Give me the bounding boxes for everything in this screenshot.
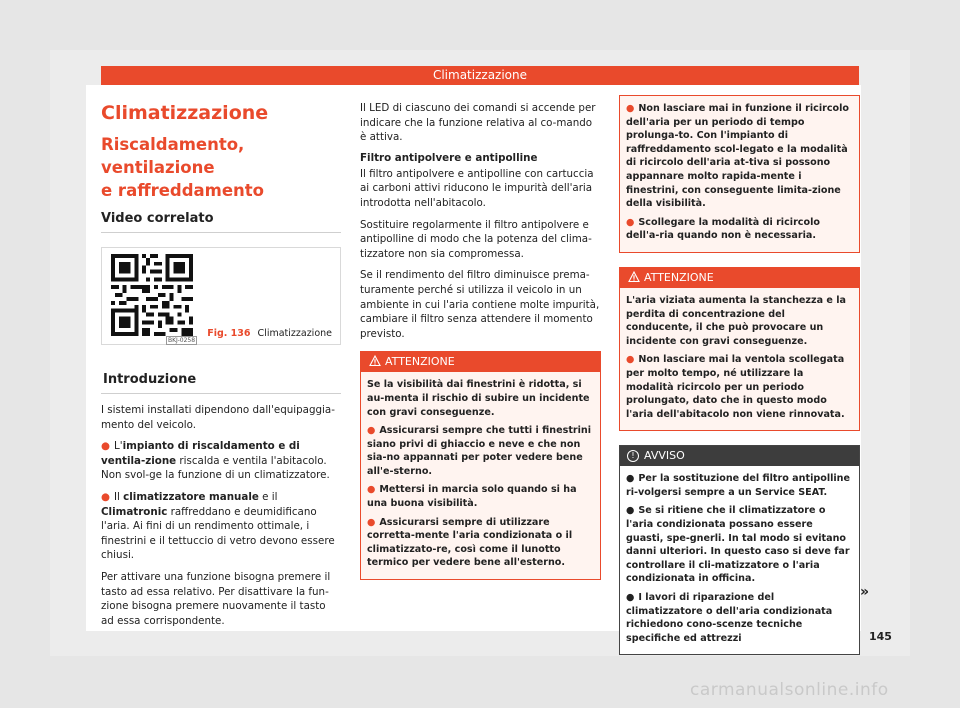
- bullet-climate-bold1: climatizzatore manuale: [123, 490, 259, 503]
- notice-bullet-2-text: Se si ritiene che il climatizzatore o l'aria condizionata possano essere guasti, spe-gnerli. In tal modo si evitano danni ulteriori. In questo caso si deve far controllare il cli-matizzatore o l'aria condizionata in officina.: [626, 505, 850, 585]
- page-number: 145: [869, 630, 892, 643]
- warning-header: [361, 352, 600, 372]
- warning-body: [620, 288, 859, 430]
- warning-bullet-1-text: Assicurarsi sempre che tutti i finestrini siano privi di ghiaccio e neve e che non sia-no appannati per poter vedere bene all'e-sterno.: [367, 425, 592, 477]
- bullet-heating-bold: impianto di riscaldamento e di ventila-zione: [101, 440, 300, 467]
- notice-body: [620, 466, 859, 654]
- warning-title: ATTENZIONE: [385, 355, 455, 369]
- bullet-icon: ●: [626, 103, 635, 114]
- chapter-title: Climatizzazione: [101, 102, 269, 124]
- figure-136: [101, 247, 341, 345]
- recirc-bullet-1-text: Non lasciare mai in funzione il ricircolo dell'aria per un periodo di tempo prolunga-to. Con l'impianto di raffreddamento scol-legato e la modalità di ricircolo dell'aria at-tiva si possono appannare molto rapida-mente i finestrini, con conseguente limita-zione della visibilità.: [626, 103, 849, 210]
- video-heading: Video correlato: [101, 202, 341, 233]
- bullet-climate-pre: Il: [114, 490, 124, 503]
- warning-box-air: [619, 267, 860, 431]
- filter-paragraph-3: Se il rendimento del filtro diminuisce prema-turamente perché si utilizza il veicolo in un ambiente in cui l'aria contiene molte impurità, cambiare il filtro senza attendere il momento previsto.: [360, 269, 600, 340]
- filter-paragraph-2: Sostituire regolarmente il filtro antipolvere e antipolline di modo che la potenza del clima-tizzatore non sia compromessa.: [360, 218, 592, 260]
- bullet-icon: ●: [101, 490, 110, 503]
- bullet-climate-mid: e il: [258, 490, 278, 503]
- column-right: [619, 95, 860, 655]
- filter-subheading: Filtro antipolvere e antipolline: [360, 151, 538, 164]
- notice-bullet-1-text: Per la sostituzione del filtro antipolline ri-volgersi sempre a un Service SEAT.: [626, 473, 851, 498]
- recirc-bullet-2-text: Scollegare la modalità di ricircolo dell'a-ria quando non è necessaria.: [626, 216, 820, 242]
- warning-bullet-3-text: Assicurarsi sempre di utilizzare corretta-mente l'aria condizionata o il climatizzato-re, così come il lunotto termico per vedere bene all'esterno.: [367, 516, 573, 569]
- air-warning-bullet-text: Non lasciare mai la ventola scollegata per molto tempo, né utilizzare la modalità ricircolo per un periodo prolungato, dato che in questo modo l'aria dell'abitacolo non viene rinnovata.: [626, 354, 845, 420]
- continued-arrow-icon: »: [860, 584, 870, 600]
- air-warning-bullet: [626, 353, 853, 421]
- warning-bullet-3: [367, 516, 594, 570]
- bullet-icon: ●: [367, 484, 376, 496]
- figure-number: Fig. 136: [207, 328, 251, 339]
- air-warning-text: L'aria viziata aumenta la stanchezza e la perdita di concentrazione del conducente, il che può provocare un incidente con gravi conseguenze.: [626, 294, 847, 347]
- warning-bullet-2-text: Mettersi in marcia solo quando si ha una buona visibilità.: [367, 484, 577, 510]
- notice-bullet-3: [626, 591, 853, 645]
- bullet-icon: ●: [626, 354, 635, 366]
- bullet-climate: [101, 490, 341, 563]
- figure-caption-text: Climatizzazione: [257, 328, 332, 339]
- column-left: [101, 85, 341, 635]
- section-title: [101, 133, 341, 202]
- bullet-icon: ●: [626, 473, 635, 485]
- warning-text: Se la visibilità dai finestrini è ridotta, si au-menta il rischio di subire un incidente con gravi conseguenze.: [367, 379, 590, 418]
- figure-caption: [207, 328, 332, 339]
- figure-code: BKJ-0258: [168, 337, 196, 344]
- bullet-icon: ●: [367, 516, 376, 528]
- intro-paragraph: I sistemi installati dipendono dall'equipaggia-mento del veicolo.: [101, 404, 335, 431]
- warning-body: [361, 372, 600, 579]
- info-icon: !: [627, 450, 639, 462]
- notice-bullet-2: [626, 504, 853, 586]
- column-middle: [360, 101, 601, 580]
- recirc-bullet-2: [626, 216, 853, 243]
- page-content: [86, 85, 861, 644]
- notice-bullet-3-text: I lavori di riparazione del climatizzatore o dell'aria condizionata richiedono cono-scenze tecniche specifiche ed attrezzi: [626, 592, 833, 644]
- warning-box-continued: [619, 95, 860, 253]
- notice-box: [619, 445, 860, 655]
- warning-triangle-icon: [628, 270, 640, 284]
- intro-heading: Introduzione: [101, 363, 341, 394]
- warning-bullet-2: [367, 483, 594, 510]
- notice-bullet-1: [626, 472, 853, 499]
- bullet-heating-post: riscalda e ventila l'abitacolo. Non svol-ge la funzione di un climatizzatore.: [101, 454, 330, 482]
- activation-paragraph: Per attivare una funzione bisogna premere il tasto ad essa relativo. Per disattivare la fun-zione bisogna premere nuovamente il tasto ad essa corrispondente.: [101, 570, 331, 627]
- warning-header: [620, 268, 859, 288]
- warning-continued-body: [620, 96, 859, 252]
- warning-bullet-1: [367, 424, 594, 478]
- notice-header: [620, 446, 859, 466]
- filter-paragraph-1: Il filtro antipolvere e antipolline con cartuccia ai carboni attivi riducono le impurità dell'aria introdotta nell'abitacolo.: [360, 167, 594, 209]
- qr-code-icon[interactable]: [111, 254, 193, 336]
- watermark: carmanualsonline.info: [690, 680, 889, 700]
- bullet-icon: ●: [101, 440, 110, 453]
- bullet-icon: ●: [626, 216, 635, 228]
- bullet-heating-pre: L': [114, 440, 123, 453]
- warning-triangle-icon: [369, 354, 381, 368]
- section-title-line1: Riscaldamento, ventilazione: [101, 135, 245, 177]
- warning-box-visibility: [360, 351, 601, 580]
- bullet-icon: ●: [367, 425, 376, 437]
- running-header: Climatizzazione: [101, 66, 859, 85]
- bullet-icon: ●: [626, 505, 635, 517]
- led-paragraph: Il LED di ciascuno dei comandi si accende per indicare che la funzione relativa al co-mando è attiva.: [360, 102, 596, 144]
- bullet-climate-post: raffreddano e deumidificano l'aria. Ai fini di un rendimento ottimale, i finestrini e il tettuccio di vetro devono essere chiusi.: [101, 505, 335, 562]
- bullet-climate-bold2: Climatronic: [101, 505, 168, 518]
- bullet-icon: ●: [626, 592, 635, 604]
- warning-title: ATTENZIONE: [644, 270, 714, 284]
- recirc-bullet-1: [626, 102, 853, 211]
- notice-title: AVVISO: [644, 449, 685, 463]
- bullet-heating: [101, 439, 341, 483]
- section-title-line2: e raffreddamento: [101, 181, 265, 200]
